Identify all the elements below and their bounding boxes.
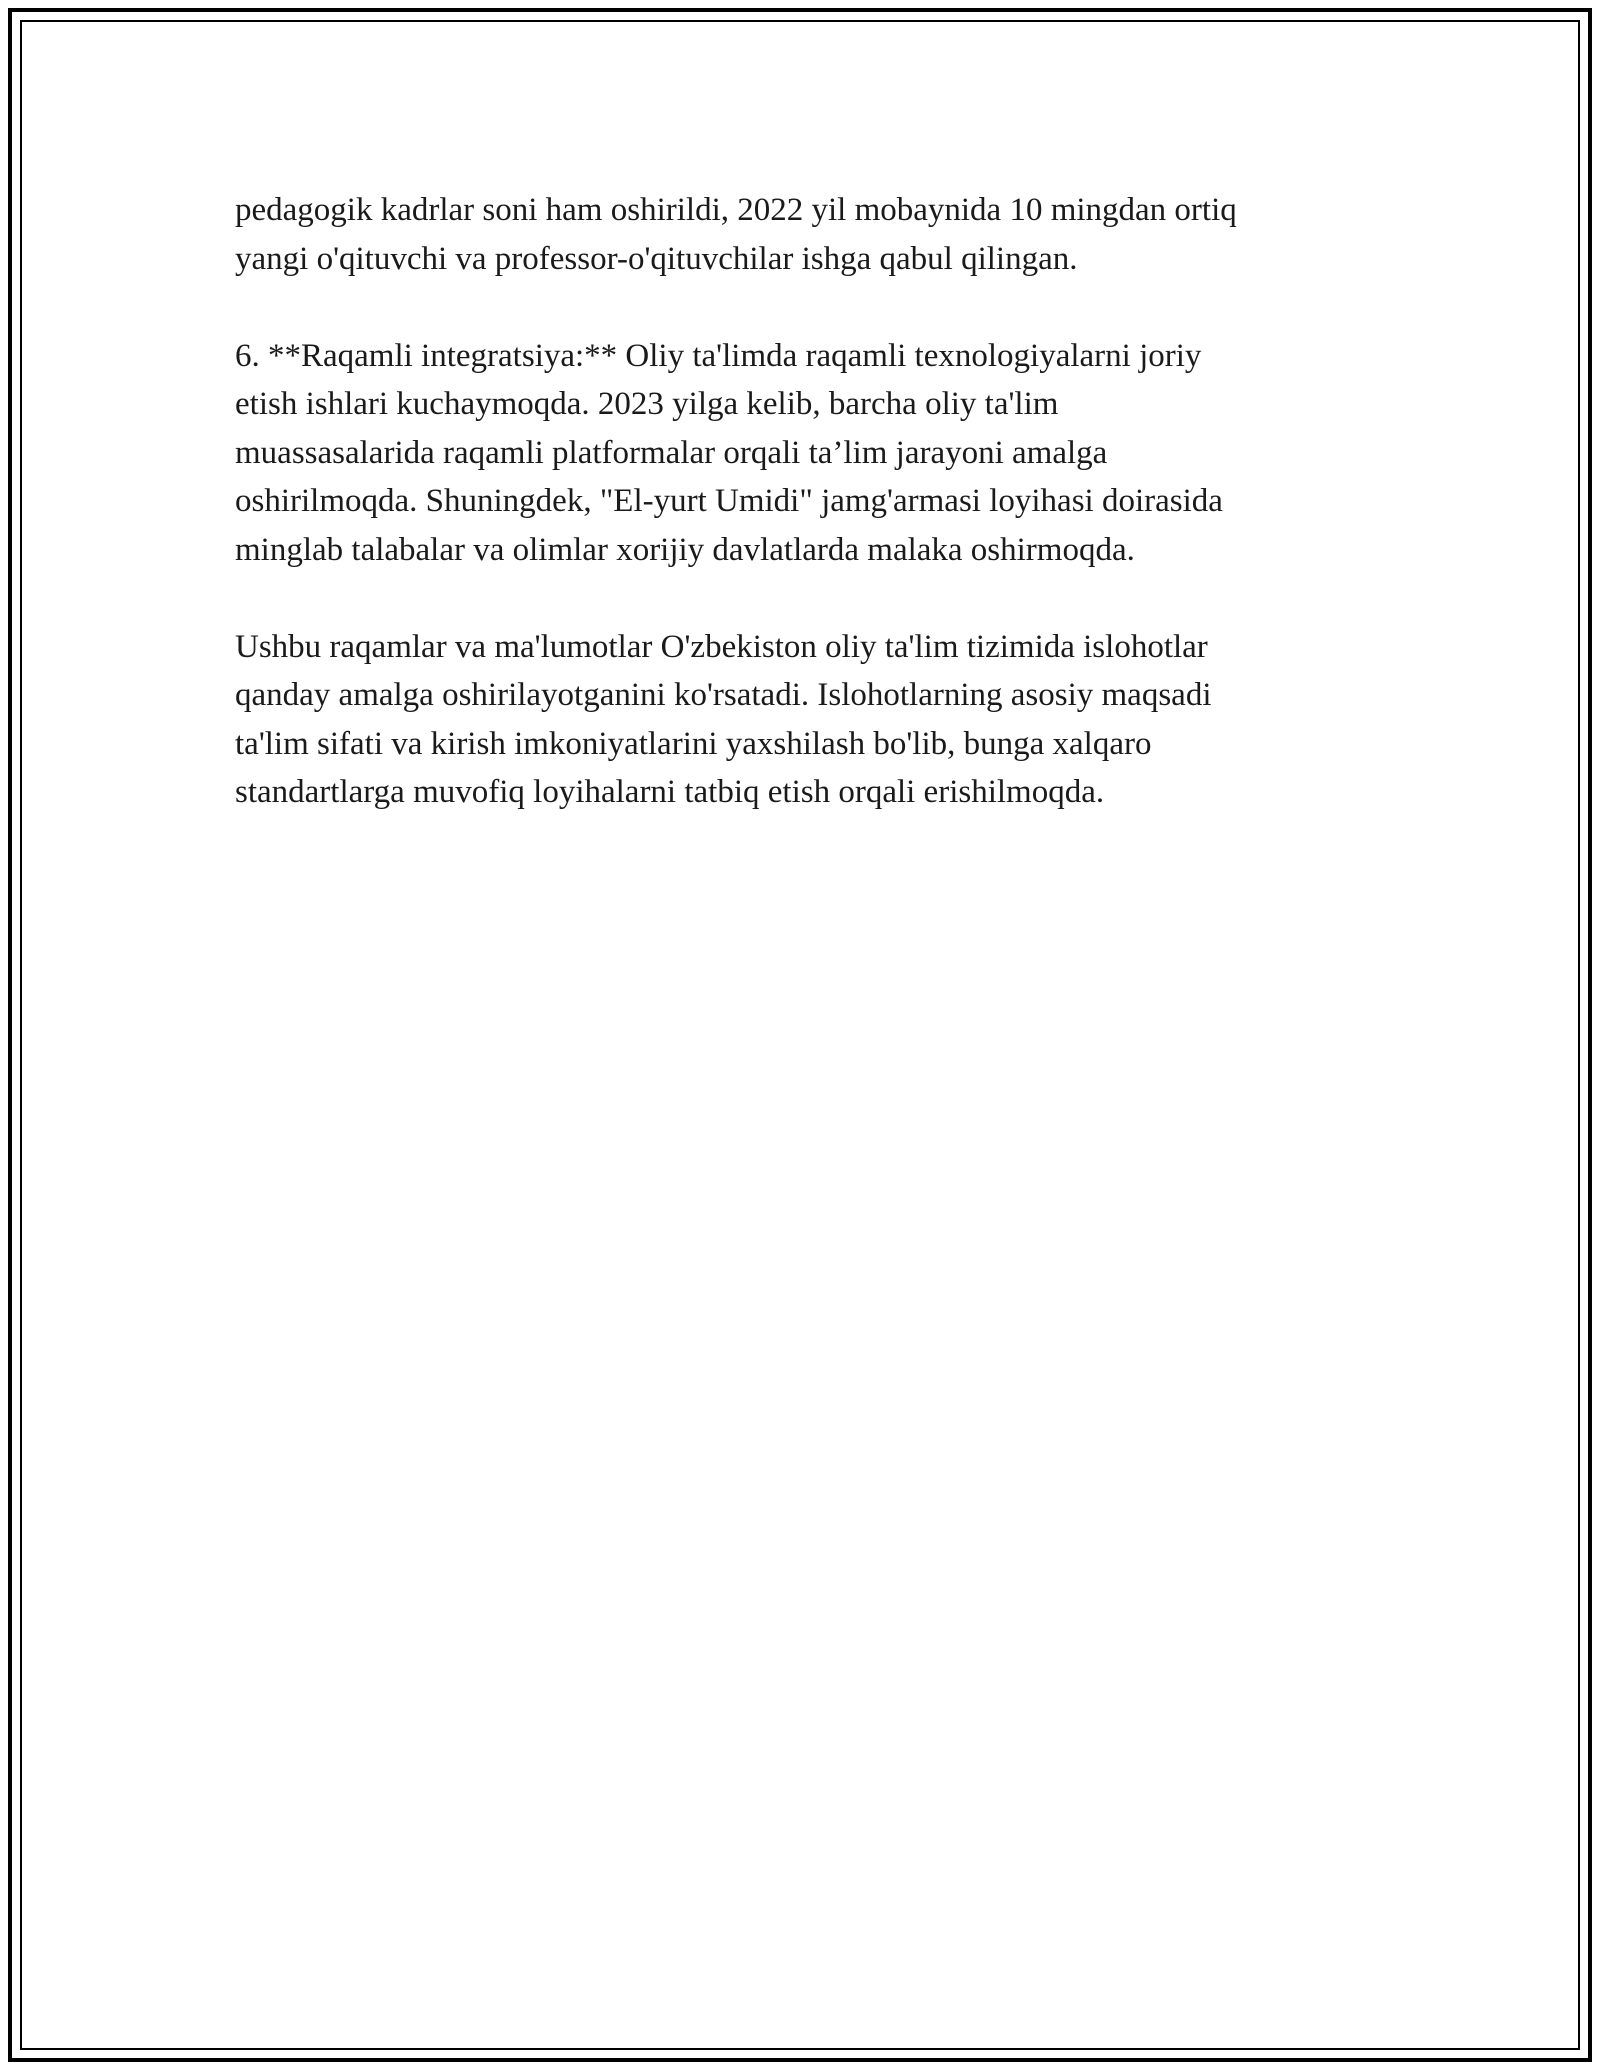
text-line: standartlarga muvofiq loyihalarni tatbiq etish orqali erishilmoqda. <box>235 774 1105 810</box>
text-line: muassasalarida raqamli platformalar orqali ta’lim jarayoni amalga <box>235 434 1108 471</box>
text-line: oshirilmoqda. Shuningdek, "El-yurt Umidi" jamg'armasi loyihasi doirasida <box>235 483 1223 519</box>
document-body <box>235 186 1385 865</box>
text-line: Ushbu raqamlar va ma'lumotlar O'zbekiston oliy ta'lim tizimida islohotlar <box>235 628 1208 665</box>
text-line: pedagogik kadrlar soni ham oshirildi, 2022 yil mobaynida 10 mingdan ortiq <box>235 192 1237 228</box>
paragraph-conclusion <box>235 623 1385 817</box>
text-line: 6. **Raqamli integratsiya:** Oliy ta'limda raqamli texnologiyalarni joriy <box>235 337 1202 374</box>
text-line: minglab talabalar va olimlar xorijiy davlatlarda malaka oshirmoqda. <box>235 531 1135 568</box>
text-line: ta'lim sifati va kirish imkoniyatlarini yaxshilash bo'lib, bunga xalqaro <box>235 725 1152 762</box>
paragraph-digital-integration <box>235 332 1385 575</box>
text-line: qanday amalga oshirilayotganini ko'rsatadi. Islohotlarning asosiy maqsadi <box>235 677 1212 713</box>
paragraph-staff <box>235 186 1385 283</box>
text-line: etish ishlari kuchaymoqda. 2023 yilga kelib, barcha oliy ta'lim <box>235 386 1059 422</box>
text-line: yangi o'qituvchi va professor-o'qituvchilar ishga qabul qilingan. <box>235 240 1078 277</box>
